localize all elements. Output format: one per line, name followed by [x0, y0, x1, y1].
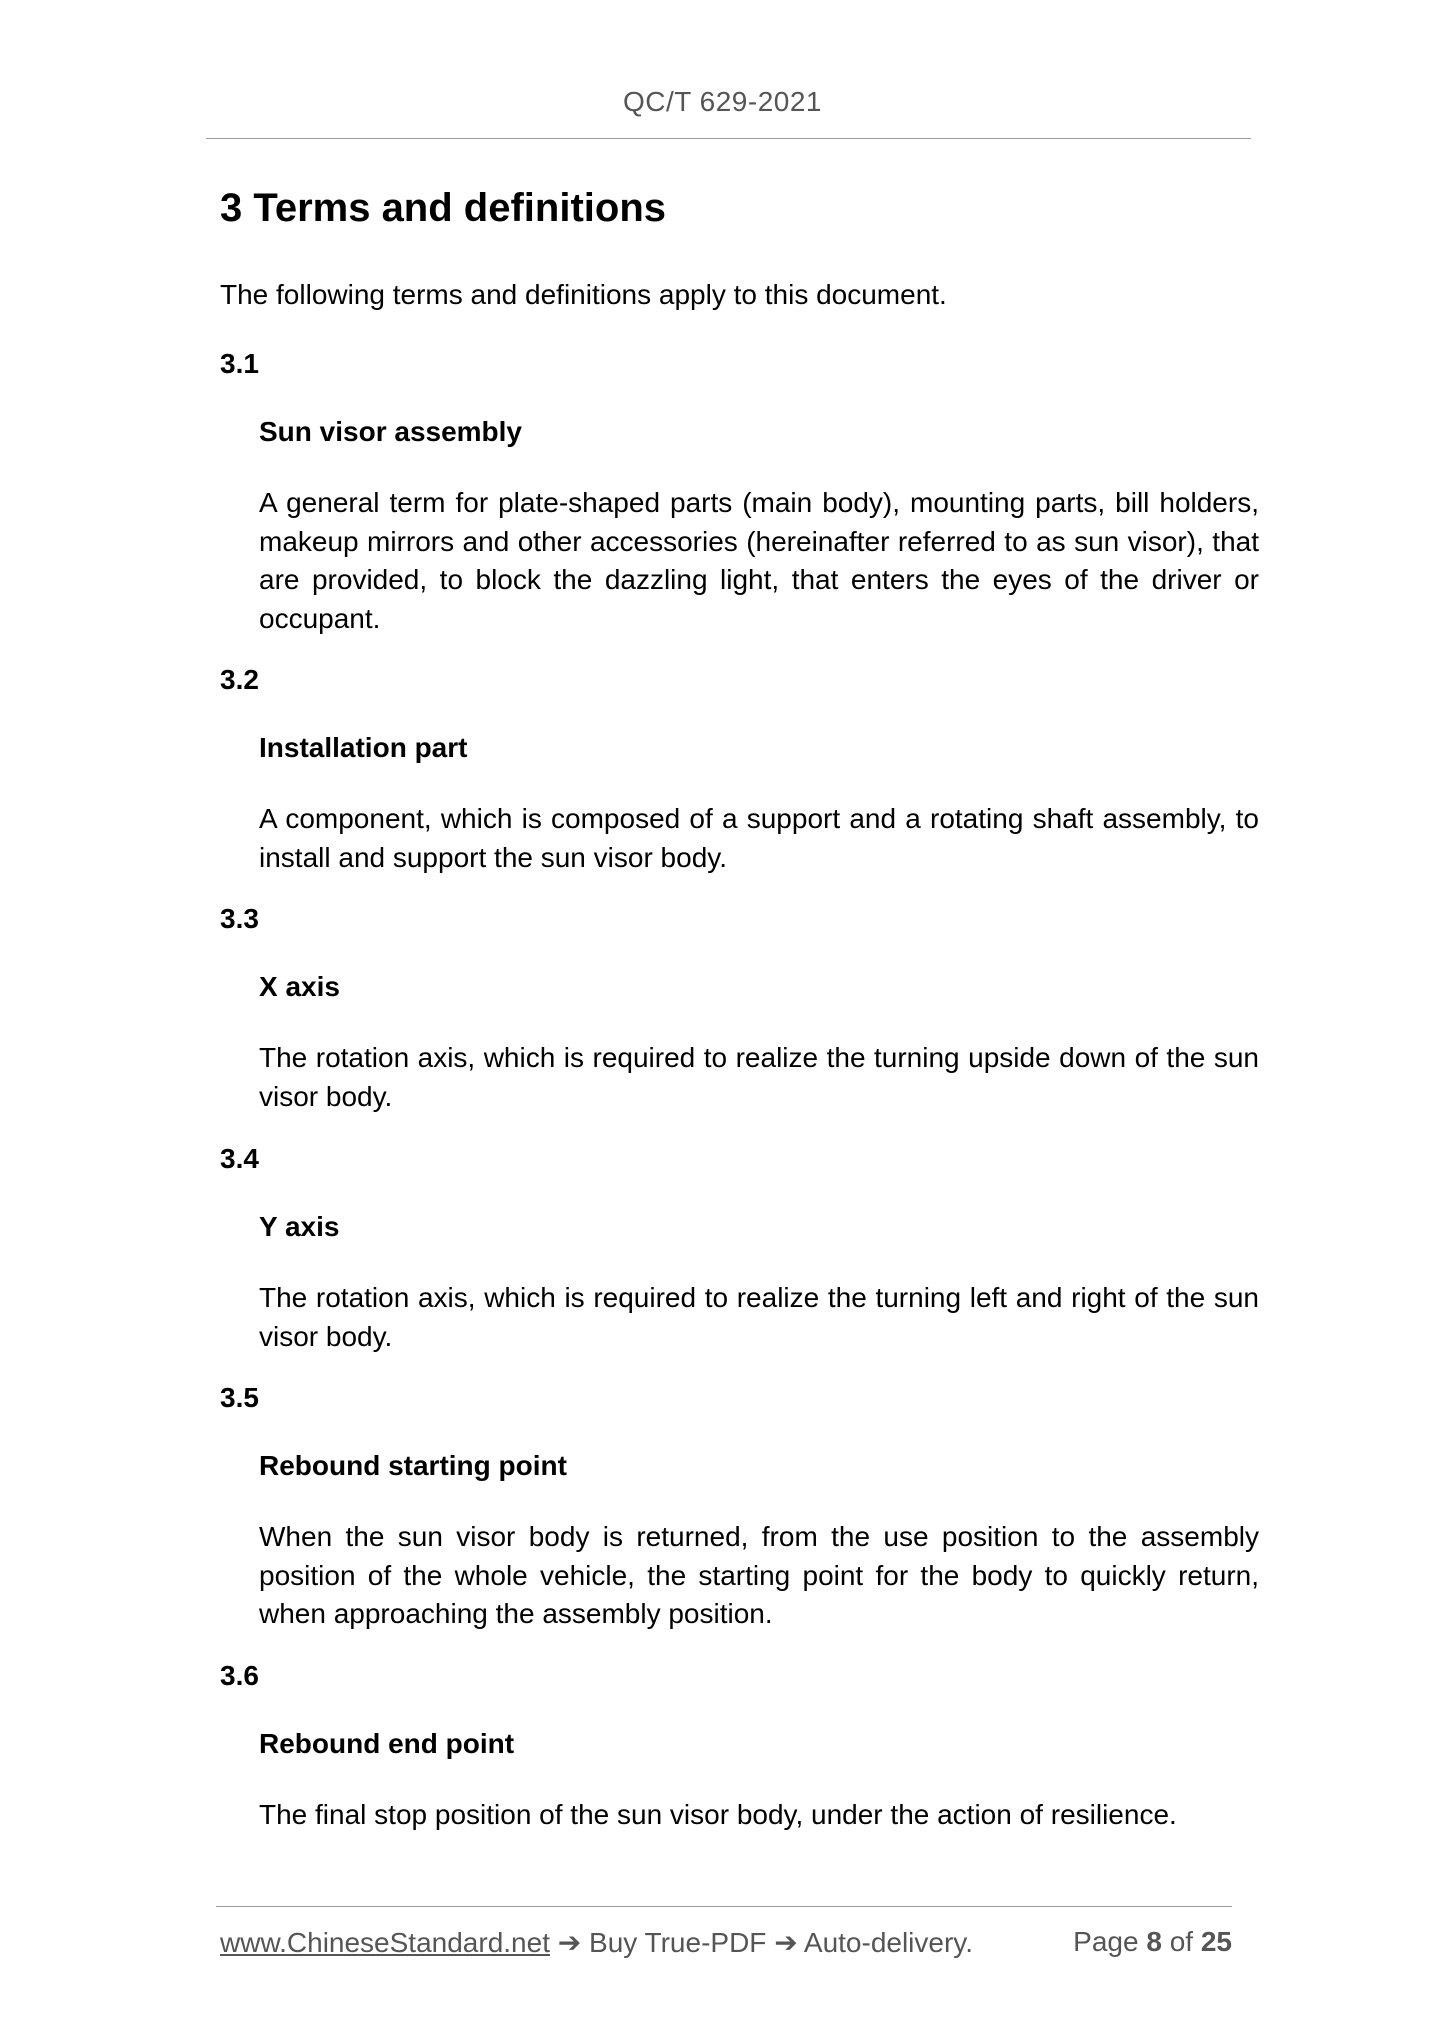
term-definition: A general term for plate-shaped parts (main body), mounting parts, bill holders, makeup mirrors and other accessories (hereinafter referred to as sun visor), that are provided, to block the dazzling light, that enters the eyes of the driver or occupant.	[259, 487, 1259, 634]
term-number: 3.4	[220, 1143, 259, 1174]
term-3-4	[220, 1143, 1259, 1356]
term-name: Rebound end point	[259, 1728, 515, 1759]
page-number	[1073, 1926, 1232, 1958]
term-definition: The final stop position of the sun visor body, under the action of resilience.	[259, 1799, 1177, 1830]
term-name: Sun visor assembly	[259, 416, 523, 447]
buy-text: Buy True-PDF	[589, 1927, 767, 1958]
term-3-6	[220, 1660, 1240, 1835]
term-number: 3.2	[220, 664, 259, 695]
term-number: 3.3	[220, 903, 259, 934]
header-doc-code: QC/T 629-2021	[623, 86, 822, 117]
term-definition: When the sun visor body is returned, from the use position to the assembly position of the whole vehicle, the starting point for the body to quickly return, when approaching the assembly position.	[259, 1521, 1259, 1629]
term-name: Y axis	[259, 1211, 340, 1242]
term-3-2	[220, 664, 1259, 877]
page-label: Page	[1073, 1926, 1139, 1957]
header-divider	[206, 138, 1251, 139]
page-of: of	[1169, 1926, 1194, 1957]
term-name: X axis	[259, 971, 340, 1002]
arrow-right-icon: ➔	[557, 1927, 582, 1958]
term-number: 3.1	[220, 348, 259, 379]
arrow-right-icon: ➔	[774, 1927, 798, 1958]
delivery-text: Auto-delivery.	[803, 1927, 973, 1958]
footer-promo	[220, 1926, 973, 1959]
section-intro: The following terms and definitions apply to this document.	[220, 279, 947, 310]
page-current: 8	[1146, 1926, 1162, 1957]
term-definition: A component, which is composed of a support and a rotating shaft assembly, to install and support the sun visor body.	[259, 803, 1259, 873]
section-title: 3 Terms and definitions	[220, 186, 666, 230]
term-3-3	[220, 903, 1259, 1116]
term-definition: The rotation axis, which is required to realize the turning upside down of the sun visor body.	[259, 1042, 1259, 1112]
term-3-1	[220, 348, 1259, 638]
footer-divider	[216, 1906, 1232, 1907]
term-3-5	[220, 1382, 1259, 1634]
website-link[interactable]: www.ChineseStandard.net	[220, 1927, 550, 1958]
term-number: 3.6	[220, 1660, 259, 1691]
term-name: Rebound starting point	[259, 1450, 567, 1481]
term-name: Installation part	[259, 732, 468, 763]
term-definition: The rotation axis, which is required to realize the turning left and right of the sun visor body.	[259, 1282, 1259, 1352]
term-number: 3.5	[220, 1382, 259, 1413]
page-total: 25	[1200, 1926, 1232, 1957]
